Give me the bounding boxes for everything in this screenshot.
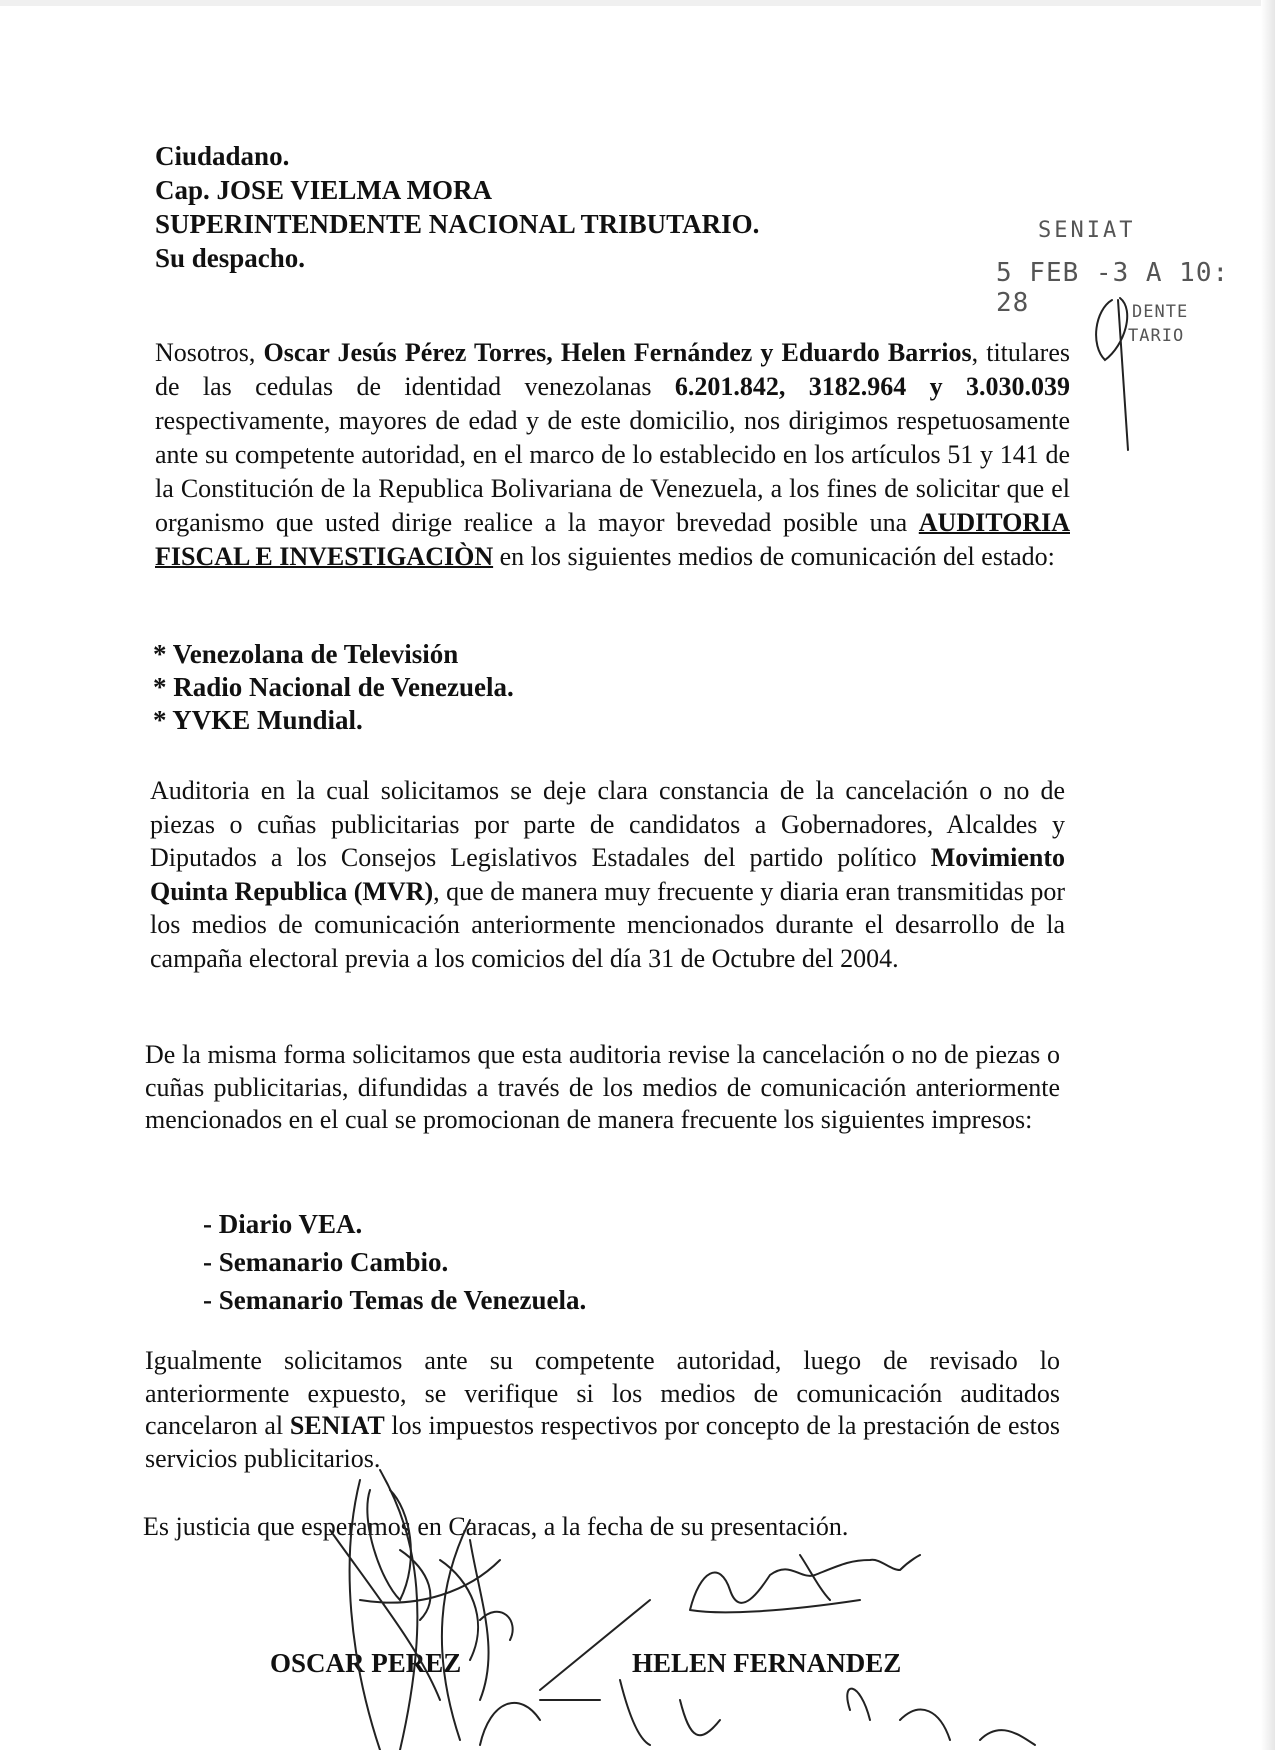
paragraph-audit-scope: Auditoria en la cual solicitamos se deje clara constancia de la cancelación o no de piezas o cuñas publicitarias por parte de candidatos a Gobernadores, Alcaldes y Diputados a los Consejos Legislativos Estadales del partido político Movimiento Quinta Republica (MVR), que de manera muy frecuente y diaria eran transmitidas por los medios de comunicación anteriormente mencionados durante el desarrollo de la campaña electoral previa a los comicios del día 31 de Octubre del 2004. [150,776,1065,973]
list-item: - Semanario Temas de Venezuela. [203,1285,587,1315]
recipient-office: Su despacho. [155,243,306,273]
reception-stamp-date: 5 FEB -3 A 10: 28 [996,258,1230,318]
signature-helen [690,1555,920,1612]
print-media-list [203,1205,586,1319]
stamp-initial-mark [1096,298,1128,450]
id-numbers: 6.201.842, 3182.964 y 3.030.039 [674,372,1071,401]
list-item: - Diario VEA. [203,1209,363,1239]
reception-stamp-org: SENIAT [1038,218,1136,243]
recipient-title: SUPERINTENDENTE NACIONAL TRIBUTARIO. [155,209,760,239]
reception-stamp-line1: DENTE [1132,302,1189,322]
petitioner-names: Oscar Jesús Pérez Torres, Helen Fernández y Eduardo Barrios [263,338,972,367]
state-media-list [153,638,514,737]
scan-edge-top [0,0,1275,6]
paragraph-print-media: De la misma forma solicitamos que esta auditoria revise la cancelación o no de piezas o cuñas publicitarias, difundidas a través de los medios de comunicación anteriormente mencionados en el cual se promocionan de manera frecuente los siguientes impresos: [145,1040,1060,1134]
list-item: * YVKE Mundial. [153,705,363,735]
signatory-oscar: OSCAR PEREZ [270,1648,462,1678]
recipient-salutation: Ciudadano. [155,141,290,171]
list-item: * Venezolana de Televisión [153,639,459,669]
audit-request-emphasis: AUDITORIA FISCAL E INVESTIGACIÒN [155,508,1070,571]
paragraph-tax-verification: Igualmente solicitamos ante su competente autoridad, luego de revisado lo anteriormente expuesto, se verifique si los medios de comunicación auditados cancelaron al SENIAT los impuestos respectivos por concepto de la prestación de estos servicios publicitarios. [145,1346,1060,1473]
party-name: Movimiento Quinta Republica (MVR) [150,843,1065,906]
seniat-name: SENIAT [289,1411,385,1440]
signatory-helen: HELEN FERNANDEZ [632,1648,902,1678]
reception-stamp-line2: TARIO [1128,326,1185,346]
recipient-name: Cap. JOSE VIELMA MORA [155,175,493,205]
signature-eduardo [480,1680,1035,1745]
paragraph-request: Nosotros, Oscar Jesús Pérez Torres, Helen Fernández y Eduardo Barrios, titulares de las cedulas de identidad venezolanas 6.201.842, 3182.964 y 3.030.039 respectivamente, mayores de edad y de este domicilio, nos dirigimos respetuosamente ante su competente autoridad, en el marco de lo establecido en los artículos 51 y 141 de la Constitución de la Republica Bolivariana de Venezuela, a los fines de solicitar que el organismo que usted dirige realice a la mayor brevedad posible una AUDITORIA FISCAL E INVESTIGACIÒN en los siguientes medios de comunicación del estado: [155,338,1071,571]
list-item: * Radio Nacional de Venezuela. [153,672,514,702]
closing-line: Es justicia que esperamos en Caracas, a la fecha de su presentación. [143,1512,849,1541]
list-item: - Semanario Cambio. [203,1247,449,1277]
